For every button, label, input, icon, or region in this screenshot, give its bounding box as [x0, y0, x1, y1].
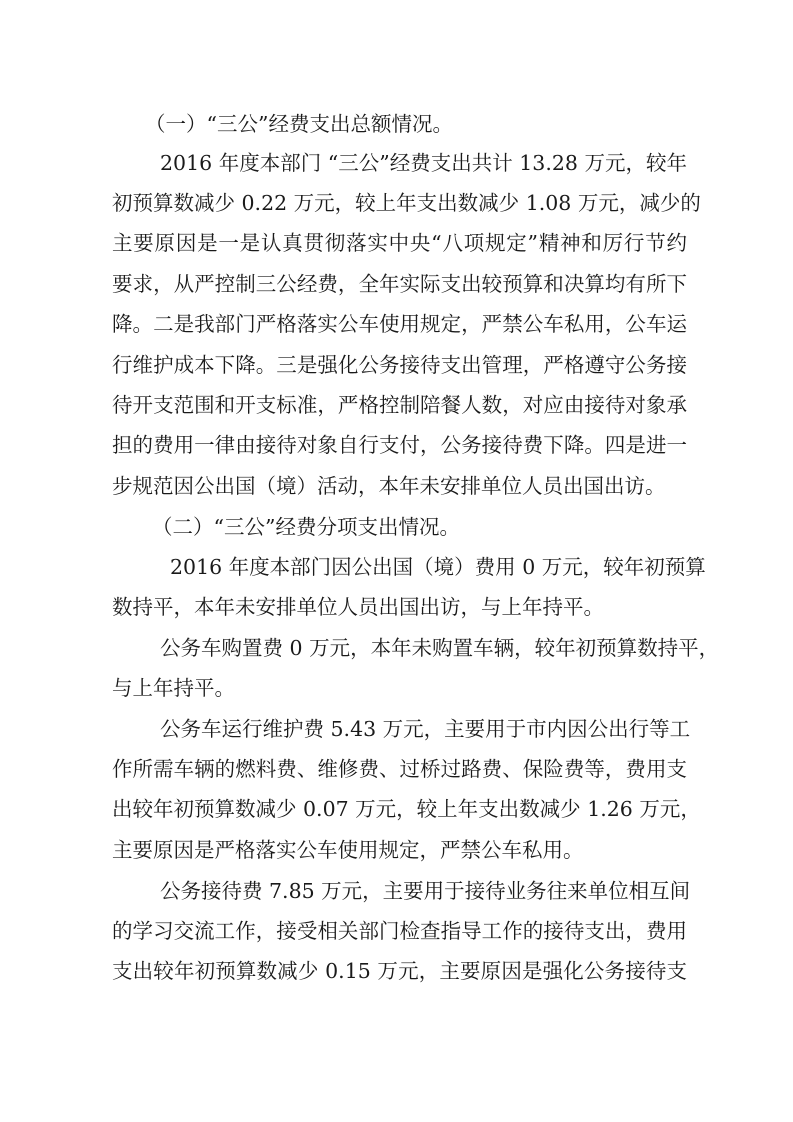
paragraph-line: 2016 年度本部门因公出国（境）费用 0 万元，较年初预算 [170, 555, 706, 579]
paragraph-line: 初预算数减少 0.22 万元，较上年支出数减少 1.08 万元，减少的 [112, 191, 701, 215]
paragraph-line: 要求，从严控制三公经费，全年实际支出较预算和决算均有所下 [112, 272, 687, 296]
section-heading-1: （一）“三公”经费支出总额情况。 [145, 112, 453, 136]
paragraph-line: 步规范因公出国（境）活动，本年未安排单位人员出国出访。 [112, 474, 666, 498]
paragraph-line: 数持平，本年未安排单位人员出国出访，与上年持平。 [112, 595, 604, 619]
paragraph-line: 公务车运行维护费 5.43 万元，主要用于市内因公出行等工 [160, 717, 691, 741]
paragraph-line: 出较年初预算数减少 0.07 万元，较上年支出数减少 1.26 万元， [112, 797, 701, 821]
paragraph-line: 的学习交流工作，接受相关部门检查指导工作的接待支出，费用 [112, 919, 687, 943]
paragraph-line: 降。二是我部门严格落实公车使用规定，严禁公车私用，公车运 [112, 312, 687, 336]
paragraph-line: 公务接待费 7.85 万元，主要用于接待业务往来单位相互间 [160, 879, 691, 903]
section-heading-2: （二）“三公”经费分项支出情况。 [152, 515, 460, 539]
paragraph-line: 作所需车辆的燃料费、维修费、过桥过路费、保险费等，费用支 [112, 757, 687, 781]
paragraph-line: 待开支范围和开支标准，严格控制陪餐人数，对应由接待对象承 [112, 393, 687, 417]
paragraph-line: 公务车购置费 0 万元，本年未购置车辆，较年初预算数持平， [160, 636, 720, 660]
paragraph-line: 主要原因是严格落实公车使用规定，严禁公车私用。 [112, 838, 584, 862]
paragraph-line: 2016 年度本部门 “三公”经费支出共计 13.28 万元，较年 [160, 151, 687, 175]
paragraph-line: 行维护成本下降。三是强化公务接待支出管理，严格遵守公务接 [112, 353, 687, 377]
paragraph-line: 担的费用一律由接待对象自行支付，公务接待费下降。四是进一 [112, 433, 687, 457]
paragraph-line: 与上年持平。 [112, 676, 235, 700]
paragraph-line: 主要原因是一是认真贯彻落实中央“八项规定”精神和厉行节约 [112, 231, 687, 255]
paragraph-line: 支出较年初预算数减少 0.15 万元，主要原因是强化公务接待支 [112, 959, 687, 983]
